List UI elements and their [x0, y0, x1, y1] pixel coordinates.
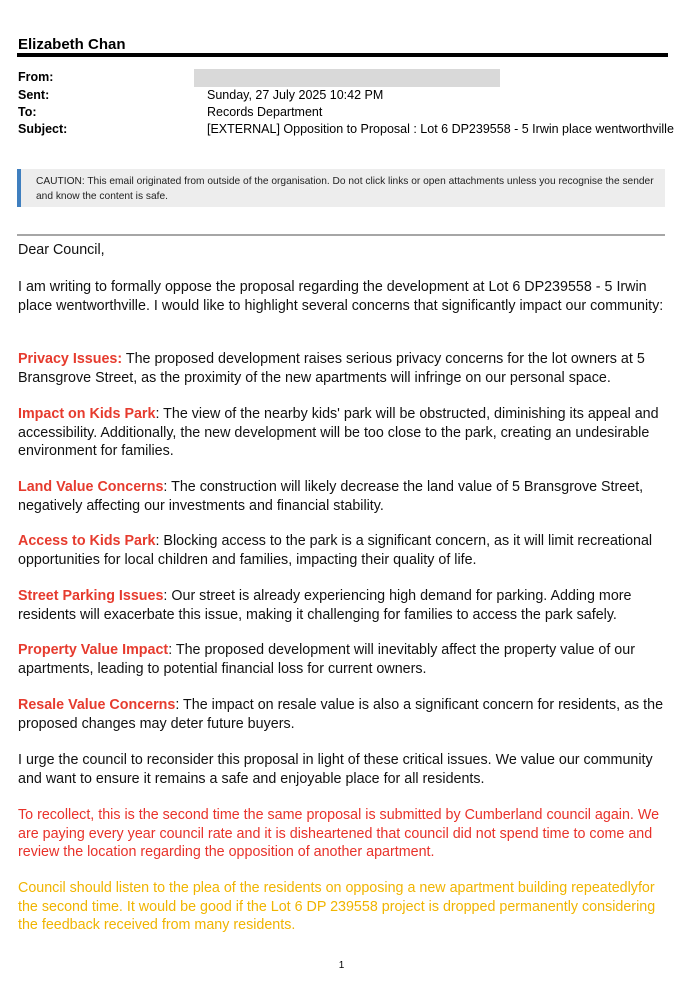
- closing-paragraph: I urge the council to reconsider this proposal in light of these critical issues. We value our community and want to ensure it remains a safe and enjoyable place for all residents.: [18, 752, 653, 787]
- concern-text: : The view of the nearby kids' park will be obstructed, diminishing its appeal and accessibility. Additionally, the new development will be too close to the park, creating an undesirable environment for families.: [18, 406, 659, 459]
- sender-name: Elizabeth Chan: [18, 36, 126, 53]
- concern-property-value: [18, 641, 668, 678]
- concern-text: : The construction will likely decrease the land value of 5 Bransgrove Street, negatively affecting our investments and financial stability.: [18, 479, 644, 514]
- concern-text: : The impact on resale value is also a significant concern for residents, as the proposed changes may deter future buyers.: [18, 697, 664, 732]
- concern-text: The proposed development raises serious privacy concerns for the lot owners at 5 Bransgrove Street, as the proximity of the new apartments will infringe on our personal space.: [18, 351, 645, 386]
- concern-street-parking: [18, 587, 668, 624]
- concern-label: Resale Value Concerns: [18, 697, 176, 713]
- concern-label: Property Value Impact: [18, 642, 169, 658]
- body-divider: [17, 234, 665, 236]
- concern-text: : Our street is already experiencing high demand for parking. Adding more residents will exacerbate this issue, making it challenging for families to access the park safely.: [18, 588, 632, 623]
- to-value: Records Department: [207, 105, 323, 119]
- concern-label: Street Parking Issues: [18, 588, 164, 604]
- from-label: From:: [18, 70, 54, 84]
- concern-park-access: [18, 532, 668, 569]
- sent-label: Sent:: [18, 88, 50, 102]
- redacted-sender-address: [194, 69, 500, 87]
- sent-value: Sunday, 27 July 2025 10:42 PM: [207, 88, 384, 102]
- concern-privacy: [18, 350, 668, 387]
- caution-banner: CAUTION: This email originated from outside of the organisation. Do not click links or open attachments unless you recognise the sender and know the content is safe.: [17, 169, 665, 207]
- header-divider: [17, 53, 668, 57]
- page-number: 1: [338, 960, 345, 971]
- recollection-note: To recollect, this is the second time the same proposal is submitted by Cumberland council again. We are paying every year council rate and it is disheartened that council did not spend time to come and review the location regarding the opposition of another apartment.: [18, 807, 660, 860]
- concern-text: : Blocking access to the park is a significant concern, as it will limit recreational opportunities for local children and families, impacting their quality of life.: [18, 533, 653, 568]
- concern-kids-park: [18, 405, 668, 461]
- subject-label: Subject:: [18, 122, 68, 136]
- concern-label: Privacy Issues:: [18, 351, 123, 367]
- concern-label: Impact on Kids Park: [18, 406, 156, 422]
- to-label: To:: [18, 105, 37, 119]
- plea-note: Council should listen to the plea of the residents on opposing a new apartment building repeatedlyfor the second time. It would be good if the Lot 6 DP 239558 project is dropped permanently considering the feedback received from many residents.: [18, 880, 656, 933]
- concern-label: Land Value Concerns: [18, 479, 164, 495]
- concern-text: : The proposed development will inevitably affect the property value of our apartments, leading to potential financial loss for current owners.: [18, 642, 635, 677]
- subject-value: [EXTERNAL] Opposition to Proposal : Lot 6 DP239558 - 5 Irwin place wentworthville: [207, 122, 674, 136]
- concern-resale-value: [18, 696, 668, 733]
- concern-land-value: [18, 478, 668, 515]
- greeting: Dear Council,: [18, 242, 105, 258]
- concern-label: Access to Kids Park: [18, 533, 156, 549]
- intro-paragraph: I am writing to formally oppose the proposal regarding the development at Lot 6 DP239558 - 5 Irwin place wentworthville. I would like to highlight several concerns that significantly impact our community:: [18, 279, 664, 314]
